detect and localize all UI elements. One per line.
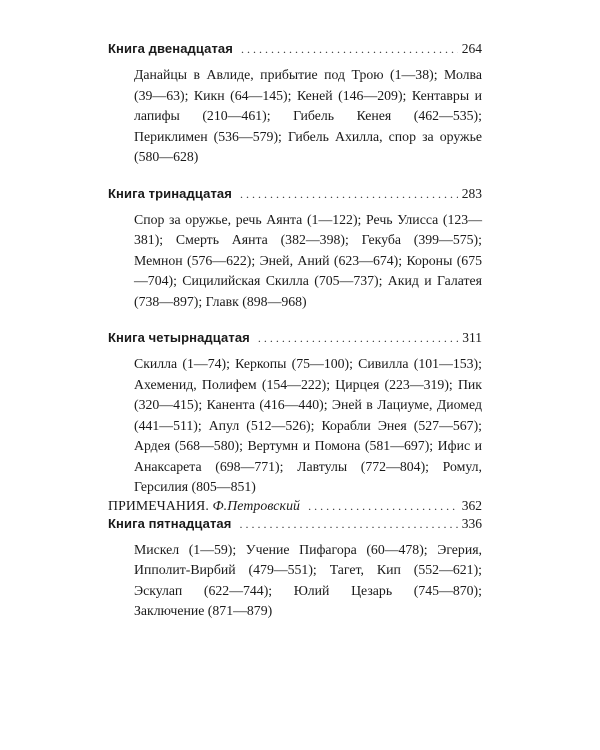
- book-title: Книга пятнадцатая: [108, 515, 232, 531]
- book-contents: Мискел (1—59); Учение Пифагора (60—478); Эгерия, Ипполит-Вирбий (479—551); Тагет, Кип (552—621); Эскулап (622—744); Юлий Цезарь (745—870); Заключение (871—879): [134, 541, 482, 618]
- dot-leader: [258, 329, 458, 347]
- table-of-contents: [108, 40, 482, 639]
- book-title: Книга четырнадцатая: [108, 330, 250, 345]
- book-contents: Скилла (1—74); Керкопы (75—100); Сивилла (101—153); Ахеменид, Полифем (154—222); Цирцея (223—319); Пик (320—415); Канента (416—440); Эней в Лациуме, Диомед (441—511); Апул (512—526); Корабли Энея (527—567); Ардея (568—580); Вертумн и Помона (581—697); Ифис и Анаксарета (698—771); Лавтулы (772—804); Ромул, Герсилия (805—851): [134, 356, 482, 494]
- toc-entry-header[interactable]: [108, 185, 482, 203]
- book-title: Книга двенадцатая: [108, 41, 233, 56]
- page-number: 362: [461, 498, 482, 513]
- page-number: 264: [461, 41, 482, 56]
- toc-entry-header[interactable]: [108, 497, 482, 515]
- toc-entry-header[interactable]: [108, 40, 482, 58]
- toc-entry-book-12: [108, 40, 482, 168]
- toc-entry-book-13: [108, 185, 482, 313]
- book-contents: Данайцы в Авлиде, прибытие под Трою (1—38); Молва (39—63); Кикн (64—145); Кеней (146—209); Кентавры и лапифы (210—461); Гибель Кенея (462—535); Периклимен (536—579); Гибель Ахилла, спор за оружье (580—628): [134, 67, 482, 164]
- page-number: 283: [461, 185, 482, 201]
- notes-author: Ф.Петровский: [212, 498, 301, 513]
- page-number: 336: [461, 515, 482, 531]
- dot-leader: [239, 515, 457, 533]
- dot-leader: [241, 40, 458, 58]
- toc-entry-notes: [108, 497, 482, 515]
- notes-title: [108, 497, 300, 515]
- book-title: Книга тринадцатая: [108, 185, 232, 201]
- toc-entry-header[interactable]: [108, 329, 482, 347]
- book-contents: Спор за оружье, речь Аянта (1—122); Речь Улисса (123—381); Смерть Аянта (382—398); Гекуба (399—575); Мемнон (576—622); Эней, Аний (623—674); Короны (675—704); Сицилийская Скилла (705—737); Акид и Галатея (738—897); Главк (898—968): [134, 211, 482, 309]
- toc-entry-book-14: [108, 329, 482, 498]
- page-number: 311: [462, 330, 482, 345]
- dot-leader: [240, 185, 458, 203]
- dot-leader: [308, 497, 458, 515]
- toc-entry-book-15: [108, 515, 482, 622]
- toc-entry-header[interactable]: [108, 515, 482, 533]
- notes-label: ПРИМЕЧАНИЯ.: [108, 498, 209, 513]
